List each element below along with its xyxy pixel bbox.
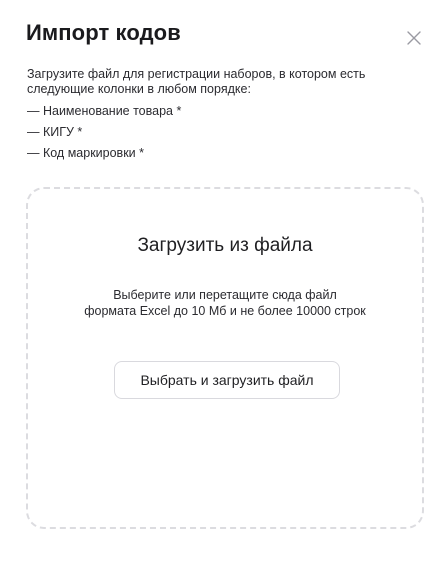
dialog-title: Импорт кодов [26,20,181,45]
file-dropzone[interactable] [26,187,424,529]
required-column-item: — Код маркировки * [27,146,144,160]
close-button[interactable] [404,28,424,48]
dropzone-title: Загрузить из файла [137,235,313,256]
dropzone-hint-line: формата Excel до 10 Мб и не более 10000 строк [84,304,366,318]
dropzone-hint [28,287,422,319]
description-text: Загрузите файл для регистрации наборов, в котором есть следующие колонки в любом порядке: [27,67,366,96]
dropzone-hint-line: Выберите или перетащите сюда файл [113,288,337,302]
select-upload-file-button[interactable]: Выбрать и загрузить файл [114,361,340,399]
required-columns-list [27,101,427,164]
required-column-item: — КИГУ * [27,125,83,139]
close-icon [407,31,421,45]
dialog-description [27,67,427,164]
required-column-item: — Наименование товара * [27,104,182,118]
